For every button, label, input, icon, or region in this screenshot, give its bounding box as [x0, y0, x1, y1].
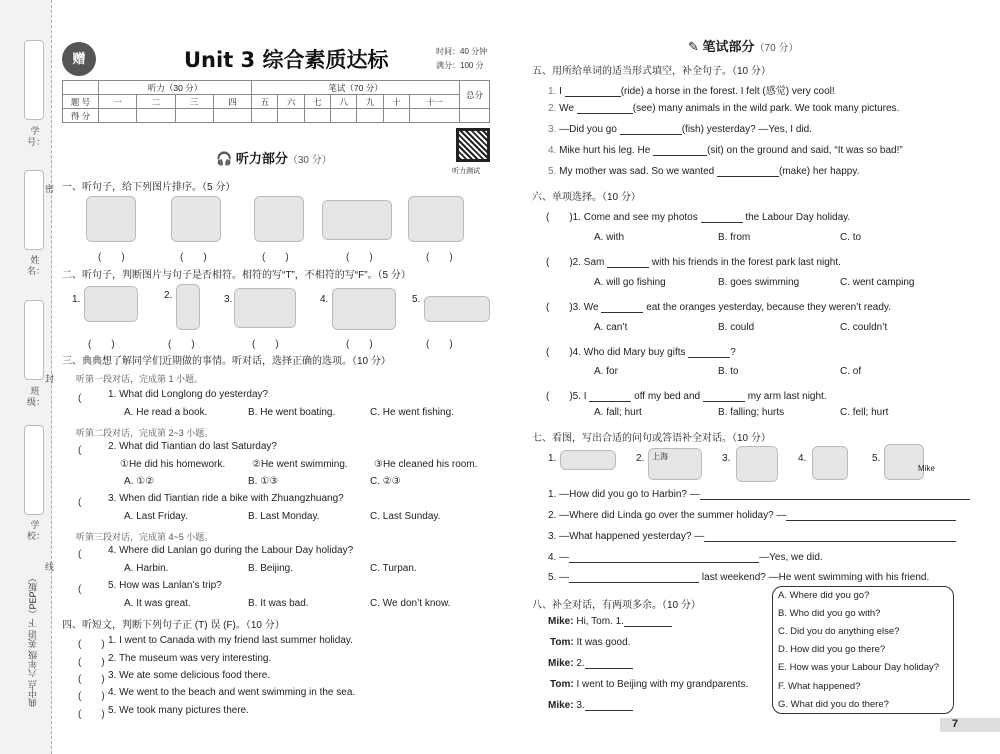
full-score: 满分：100 分 [436, 61, 484, 70]
s6-q4: ( )4. Who did Mary buy gifts ? [546, 347, 736, 358]
s3-q4-opt-b: B. Beijing. [248, 563, 294, 574]
s6-q4-opt-c: C. of [840, 366, 862, 377]
score-cell[interactable] [304, 109, 330, 123]
s6-q3: ( )3. We eat the oranges yesterday, because they weren’t ready. [546, 302, 891, 313]
s6-q5-opt-a: A. fall; hurt [594, 407, 642, 418]
school-box[interactable] [24, 425, 44, 515]
s7-item-3: 3. —What happened yesterday? — [548, 531, 956, 542]
s2-answer-4[interactable]: ( ) [346, 339, 373, 350]
s8-line-4: Tom: I went to Beijing with my grandparents. [550, 679, 749, 690]
s6-q5-opt-b: B. falling; hurts [718, 407, 785, 418]
s6-q1-opt-c: C. to [840, 232, 862, 243]
s7-blank-3[interactable] [704, 541, 956, 542]
s2-label-3: 3. [224, 294, 233, 305]
s7-item-2: 2. —Where did Linda go over the summer holiday? — [548, 510, 956, 521]
s5-item-3: 3. —Did you go (fish) yesterday? —Yes, I did. [548, 124, 812, 135]
seal-mark-feng: 封 [45, 374, 55, 384]
s8-option-c: C. Did you do anything else? [778, 626, 900, 637]
s2-answer-2[interactable]: ( ) [168, 339, 195, 350]
score-cell[interactable] [99, 109, 137, 123]
s1-answer-1[interactable]: ( ) [98, 252, 125, 263]
s4-title: 四、听短文，判断下列句子正 (T) 误 (F)。（10 分） [62, 620, 285, 631]
s3-q2-choice-2: ②He went swimming. [252, 459, 348, 470]
picture-plane [424, 296, 490, 322]
col-4: 四 [213, 95, 251, 109]
s3-q2-opt-a: A. ①② [124, 476, 155, 487]
s3-q4-paren[interactable]: ( [78, 549, 102, 560]
col-3: 三 [175, 95, 213, 109]
s3-q2: 2. What did Tiantian do last Saturday? [108, 441, 277, 452]
s4-paren-3[interactable]: ( ) [78, 674, 105, 685]
s2-label-2: 2. [164, 290, 173, 301]
s3-q2-paren[interactable]: ( [78, 445, 102, 456]
col-5: 五 [252, 95, 278, 109]
book-title-vertical: 典中点 六年级 英语 下（PEP版） [28, 573, 38, 707]
s6-q4-opt-a: A. for [594, 366, 618, 377]
s8-option-a: A. Where did you go? [778, 590, 870, 601]
s1-answer-2[interactable]: ( ) [180, 252, 207, 263]
col-6: 六 [278, 95, 304, 109]
class-box[interactable] [24, 300, 44, 380]
s5-item-5: 5. My mother was sad. So we wanted (make) her happy. [548, 166, 860, 177]
s7-title: 七、看图，写出合适的问句或答语补全对话。（10 分） [532, 433, 771, 444]
name-label: 姓名： [27, 255, 46, 276]
s8-line-3: Mike: 2. [548, 658, 633, 669]
s3-q1-opt-b: B. He went boating. [248, 407, 336, 418]
s6-q2-opt-c: C. went camping [840, 277, 915, 288]
s6-q4-opt-b: B. to [718, 366, 739, 377]
s6-q2: ( )2. Sam with his friends in the forest park last night. [546, 257, 841, 268]
page-number: 7 [952, 718, 959, 730]
score-cell[interactable] [383, 109, 409, 123]
s3-q5-opt-a: A. It was great. [124, 598, 191, 609]
s4-paren-4[interactable]: ( ) [78, 691, 105, 702]
s1-answer-3[interactable]: ( ) [262, 252, 289, 263]
s6-blank-1[interactable] [701, 222, 743, 223]
student-id-label: 学号： [27, 126, 46, 147]
s6-q5-opt-c: C. fell; hurt [840, 407, 889, 418]
s7-item-1: 1. —How did you go to Harbin? — [548, 489, 970, 500]
s5-item-2: 2. We (see) many animals in the wild park. We took many pictures. [548, 103, 900, 114]
s2-answer-3[interactable]: ( ) [252, 339, 279, 350]
s2-title: 二、听句子，判断图片与句子是否相符。相符的写“T”，不相符的写“F”。（5 分） [62, 270, 411, 281]
s7-blank-4[interactable] [569, 562, 759, 563]
s7-pic-label-5: 5. [872, 453, 881, 464]
student-id-box[interactable] [24, 40, 44, 120]
col-11: 十一 [410, 95, 460, 109]
s3-q5-opt-b: B. It was bad. [248, 598, 309, 609]
s7-pic-label-4: 4. [798, 453, 807, 464]
s6-q2-paren[interactable]: ( [546, 257, 570, 268]
class-label: 班级： [27, 386, 46, 407]
pencil-icon: ✎ [688, 39, 699, 54]
s8-option-b: B. Who did you go with? [778, 608, 881, 619]
s4-item-5: 5. We took many pictures there. [108, 705, 249, 716]
s5-blank-2[interactable] [577, 113, 633, 114]
picture-airplane [560, 450, 616, 470]
s4-item-2: 2. The museum was very interesting. [108, 653, 272, 664]
writing-header: 笔试（70 分） [252, 81, 460, 95]
s6-q3-paren[interactable]: ( [546, 302, 570, 313]
s5-blank-3[interactable] [620, 134, 682, 135]
col-2: 二 [137, 95, 175, 109]
score-row-label: 得 分 [63, 109, 99, 123]
s1-answer-4[interactable]: ( ) [346, 252, 373, 263]
qr-caption: 听力测试 [452, 168, 480, 175]
s5-title: 五、用所给单词的适当形式填空，补全句子。（10 分） [532, 66, 771, 77]
picture-girl-crying [736, 446, 778, 482]
s3-q3-opt-a: A. Last Friday. [124, 511, 188, 522]
s6-blank-5a[interactable] [589, 401, 631, 402]
s3-q2-opt-b: B. ①③ [248, 476, 279, 487]
s6-blank-3[interactable] [601, 312, 643, 313]
score-cell[interactable] [278, 109, 304, 123]
s7-pic-label-2: 2. [636, 453, 645, 464]
s5-item-1: 1. I (ride) a horse in the forest. I felt (感觉) very cool! [548, 86, 835, 97]
picture-tent [332, 288, 396, 330]
listening-header: 听力（30 分） [99, 81, 252, 95]
picture-boy [176, 284, 200, 330]
s2-label-4: 4. [320, 294, 329, 305]
s6-blank-2[interactable] [607, 267, 649, 268]
qr-code[interactable] [456, 128, 490, 162]
s8-line-1: Mike: Hi, Tom. 1. [548, 616, 672, 627]
s3-q4: 4. Where did Lanlan go during the Labour Day holiday? [108, 545, 354, 556]
score-cell[interactable] [213, 109, 251, 123]
s3-q3-paren[interactable]: ( [78, 497, 102, 508]
total-header: 总分 [460, 81, 490, 109]
mike-label: Mike [918, 464, 935, 473]
s3-q3: 3. When did Tiantian ride a bike with Zhuangzhuang? [108, 493, 344, 504]
s6-q5: ( )5. I off my bed and my arm last night. [546, 391, 827, 402]
s4-item-4: 4. We went to the beach and went swimming in the sea. [108, 687, 356, 698]
s7-item-5: 5. — last weekend? —He went swimming with his friend. [548, 572, 930, 583]
col-7: 七 [304, 95, 330, 109]
s8-line-2: Tom: It was good. [550, 637, 631, 648]
s3-q2-choice-3: ③He cleaned his room. [374, 459, 478, 470]
s6-q3-opt-b: B. could [718, 322, 755, 333]
score-cell[interactable] [460, 109, 490, 123]
s3-q1-paren[interactable]: ( [78, 393, 102, 404]
s6-q3-opt-a: A. can’t [594, 322, 628, 333]
s3-q3-opt-b: B. Last Monday. [248, 511, 320, 522]
s3-q4-opt-a: A. Harbin. [124, 563, 169, 574]
s8-blank-2[interactable] [585, 668, 633, 669]
s6-q2-opt-b: B. goes swimming [718, 277, 800, 288]
s3-q5: 5. How was Lanlan’s trip? [108, 580, 222, 591]
picture-birthday-cake [86, 196, 136, 242]
s8-blank-3[interactable] [585, 710, 633, 711]
col-8: 八 [331, 95, 357, 109]
s6-q5-paren[interactable]: ( [546, 391, 570, 402]
s3-q3-opt-c: C. Last Sunday. [370, 511, 441, 522]
score-table [62, 80, 490, 123]
s3-q1: 1. What did Longlong do yesterday? [108, 389, 269, 400]
s6-q1-opt-b: B. from [718, 232, 751, 243]
writing-section-title: ✎ 笔试部分（70 分） [688, 39, 799, 54]
picture-fishing [171, 196, 221, 242]
s6-q4-paren[interactable]: ( [546, 347, 570, 358]
s3-q4-opt-c: C. Turpan. [370, 563, 417, 574]
s8-option-f: F. What happened? [778, 681, 861, 692]
name-box[interactable] [24, 170, 44, 250]
s6-q1: ( )1. Come and see my photos the Labour Day holiday. [546, 212, 851, 223]
s7-blank-1[interactable] [700, 499, 970, 500]
picture-mike-swimming [884, 444, 924, 480]
s1-answer-5[interactable]: ( ) [426, 252, 453, 263]
s8-option-d: D. How did you go there? [778, 644, 886, 655]
picture-beach [234, 288, 296, 328]
s4-paren-5[interactable]: ( ) [78, 709, 105, 720]
score-cell[interactable] [137, 109, 175, 123]
s7-pic-label-1: 1. [548, 453, 557, 464]
s6-title: 六、单项选择。（10 分） [532, 192, 641, 203]
headphones-icon: 🎧 [216, 151, 233, 166]
s6-blank-4[interactable] [688, 357, 730, 358]
score-cell[interactable] [410, 109, 460, 123]
s8-option-e: E. How was your Labour Day holiday? [778, 662, 940, 673]
s2-label-1: 1. [72, 294, 81, 305]
s3-q5-opt-c: C. We don’t know. [370, 598, 451, 609]
question-number-label: 题 号 [63, 95, 99, 109]
s8-line-5: Mike: 3. [548, 700, 633, 711]
binding-sidebar [0, 0, 55, 754]
score-cell[interactable] [252, 109, 278, 123]
s6-q1-paren[interactable]: ( [546, 212, 570, 223]
s4-item-1: 1. I went to Canada with my friend last summer holiday. [108, 635, 353, 646]
gift-badge: 赠 [62, 42, 96, 76]
s3-hint-2: 听第二段对话，完成第 2~3 小题。 [76, 428, 214, 438]
seal-mark-mi: 密 [45, 184, 55, 194]
footer-bar [940, 718, 1000, 732]
col-10: 十 [383, 95, 409, 109]
s2-answer-5[interactable]: ( ) [426, 339, 453, 350]
s4-paren-1[interactable]: ( ) [78, 639, 105, 650]
s5-blank-4[interactable] [653, 155, 707, 156]
s6-q3-opt-c: C. couldn’t [840, 322, 888, 333]
exam-time: 时间：40 分钟 [436, 47, 488, 56]
s1-title: 一、听句子，给下列图片排序。（5 分） [62, 182, 236, 193]
picture-horse-riding [408, 196, 464, 242]
s8-option-g: G. What did you do there? [778, 699, 889, 710]
s4-paren-2[interactable]: ( ) [78, 657, 105, 668]
s5-blank-5[interactable] [717, 176, 779, 177]
school-label: 学校： [27, 520, 46, 541]
s3-q5-paren[interactable]: ( [78, 584, 102, 595]
s3-hint-3: 听第三段对话，完成第 4~5 小题。 [76, 532, 214, 542]
s7-item-4: 4. — —Yes, we did. [548, 552, 823, 563]
picture-great-wall [812, 446, 848, 480]
s5-item-4: 4. Mike hurt his leg. He (sit) on the ground and said, “It was so bad!” [548, 145, 903, 156]
s7-pic-label-3: 3. [722, 453, 731, 464]
s3-q2-opt-c: C. ②③ [370, 476, 401, 487]
col-9: 九 [357, 95, 383, 109]
s2-label-5: 5. [412, 294, 421, 305]
picture-swimming [322, 200, 392, 240]
s7-blank-5[interactable] [569, 582, 699, 583]
picture-people [84, 286, 138, 322]
shanghai-label: 上海 [652, 452, 668, 461]
s3-hint-1: 听第一段对话，完成第 1 小题。 [76, 374, 204, 384]
score-cell[interactable] [175, 109, 213, 123]
s7-blank-2[interactable] [786, 520, 956, 521]
s6-q2-opt-a: A. will go fishing [594, 277, 666, 288]
picture-bike-riding [254, 196, 304, 242]
s8-blank-1[interactable] [624, 626, 672, 627]
s3-q1-opt-c: C. He went fishing. [370, 407, 454, 418]
s4-item-3: 3. We ate some delicious food there. [108, 670, 271, 681]
s6-q1-opt-a: A. with [594, 232, 625, 243]
col-1: 一 [99, 95, 137, 109]
s6-blank-5b[interactable] [703, 401, 745, 402]
seal-mark-xian: 线 [45, 562, 55, 572]
s3-q1-opt-a: A. He read a book. [124, 407, 208, 418]
s5-blank-1[interactable] [565, 96, 621, 97]
score-cell[interactable] [357, 109, 383, 123]
s8-title: 八、补全对话，有两项多余。（10 分） [532, 600, 701, 611]
s3-title: 三、典典想了解同学们近期做的事情。听对话，选择正确的选项。（10 分） [62, 356, 391, 367]
listening-section-title: 🎧 听力部分（30 分） [216, 151, 332, 166]
s3-q2-choice-1: ①He did his homework. [120, 459, 226, 470]
score-cell[interactable] [331, 109, 357, 123]
page-title: Unit 3 综合素质达标 [184, 48, 389, 72]
s2-answer-1[interactable]: ( ) [88, 339, 115, 350]
